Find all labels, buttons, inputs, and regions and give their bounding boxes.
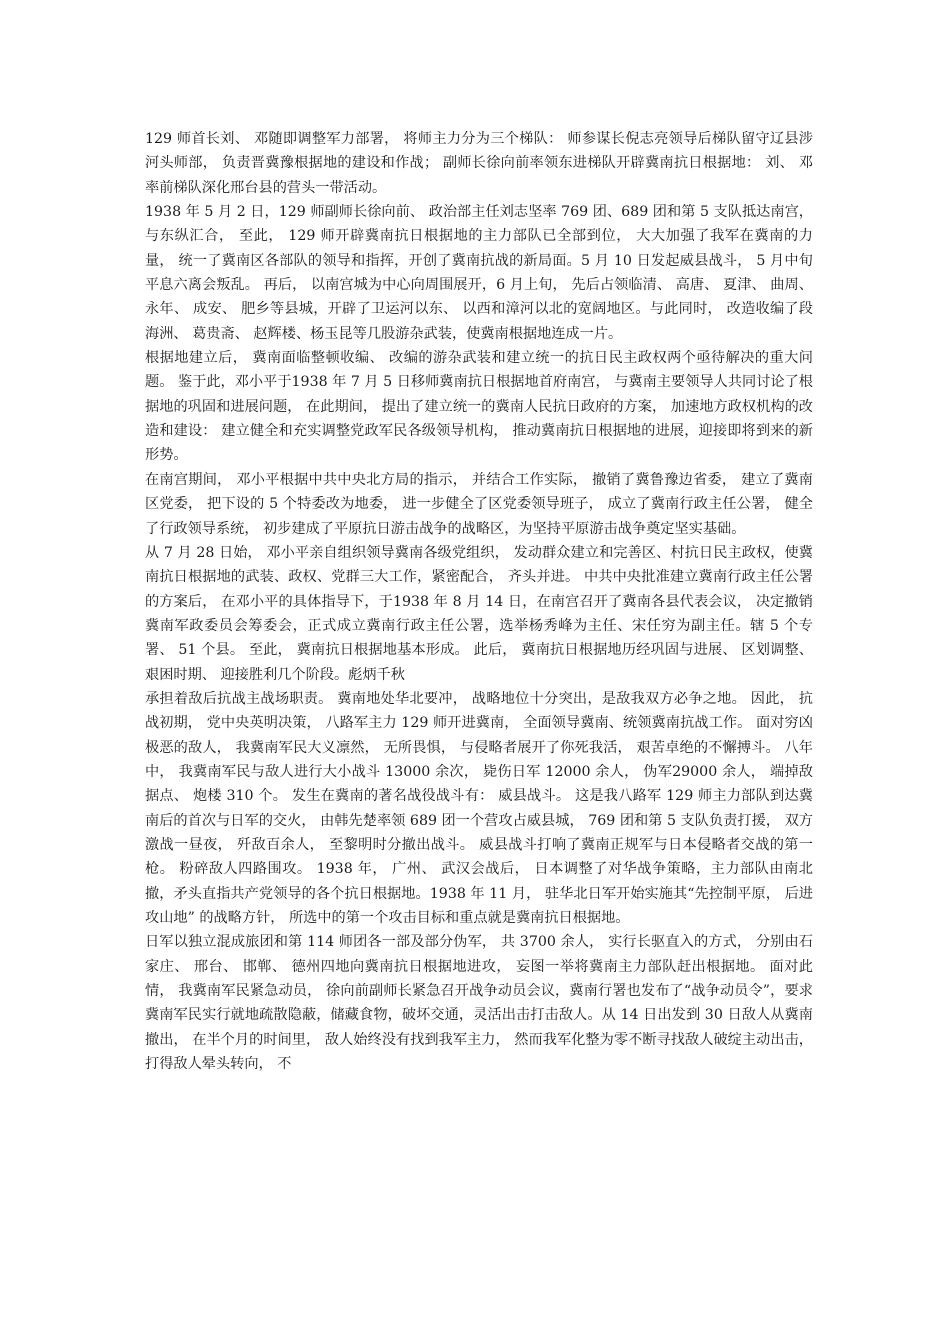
paragraph-4: 在南宫期间， 邓小平根据中共中央北方局的指示， 并结合工作实际， 撤销了冀鲁豫边省委， 建立了冀南区党委， 把下设的 5 个特委改为地委， 进一步健全了区党委领导班子， 成立了冀南行政主任公署， 健全了行政领导系统， 初步建成了平原抗日游击战争的战略区，为坚持平原游击战争奠定坚实基础。 [145, 471, 813, 537]
paragraph-1: 129 师首长刘、 邓随即调整军力部署， 将师主力分为三个梯队： 师参谋长倪志亮领导后梯队留守辽县涉河头师部， 负责晋冀豫根据地的建设和作战； 副师长徐向前率领东进梯队开辟冀南抗日根据地： 刘、 邓率前梯队深化邢台县的营头一带活动。 [145, 131, 813, 196]
paragraph-6: 承担着敌后抗战主战场职责。 冀南地处华北要冲， 战略地位十分突出，是敌我双方必争之地。 因此， 抗战初期， 党中央英明决策， 八路军主力 129 师开进冀南， 全面领导冀南、统领冀南抗战工作。 面对穷凶极恶的敌人， 我冀南军民大义凛然， 无所畏惧， 与侵略者展开了你死我活， 艰苦卓绝的不懈搏斗。 八年中， 我冀南军民与敌人进行大小战斗 13000 余次， 毙伤日军 12000 余人， 伪军29000 余人， 端掉敌据点、 炮楼 310 个。 发生在冀南的著名战役战斗有： 威县战斗。 这是我八路军 129 师主力部队到达冀南后的首次与日军的交火， 由韩先楚率领 689 团一个营攻占威县城， 769 团和第 5 支队负责打援， 双方激战一昼夜， 歼敌百余人， 至黎明时分撤出战斗。 威县战斗打响了冀南正规军与日本侵略者交战的第一枪。 粉碎敌人四路围攻。 1938 年， 广州、 武汉会战后， 日本调整了对华战争策略，主力部队由南北撤，矛头直指共产党领导的各个抗日根据地。1938 年 11 月， 驻华北日军开始实施其“先控制平原， 后进攻山地” 的战略方针， 所选中的第一个攻击目标和重点就是冀南抗日根据地。 [145, 690, 813, 926]
paragraph-5: 从 7 月 28 日始， 邓小平亲自组织领导冀南各级党组织， 发动群众建立和完善区、村抗日民主政权，使冀南抗日根据地的武装、政权、党群三大工作，紧密配合， 齐头并进。 中共中央批准建立冀南行政主任公署的方案后， 在邓小平的具体指导下，于1938 年 8 月 14 日，在南宫召开了冀南各县代表会议， 决定撤销冀南军政委员会筹委会，正式成立冀南行政主任公署，选举杨秀峰为主任、宋任穷为副主任。辖 5 个专署、 51 个县。 至此， 冀南抗日根据地基本形成。 此后， 冀南抗日根据地历经巩固与进展、 区划调整、 艰困时期、 迎接胜利几个阶段。彪炳千秋 [145, 544, 813, 683]
document-body [145, 127, 813, 1076]
paragraph-3: 根据地建立后， 冀南面临整顿收编、 改编的游杂武装和建立统一的抗日民主政权两个亟待解决的重大问题。 鉴于此，邓小平于1938 年 7 月 5 日移师冀南抗日根据地首府南宫， 与冀南主要领导人共同讨论了根据地的巩固和进展问题， 在此期间， 提出了建立统一的冀南人民抗日政府的方案， 加速地方政权机构的改造和建设： 建立健全和充实调整党政军民各级领导机构， 推动冀南抗日根据地的进展，迎接即将到来的新形势。 [145, 350, 813, 464]
paragraph-2: 1938 年 5 月 2 日，129 师副师长徐向前、 政治部主任刘志坚率 769 团、689 团和第 5 支队抵达南宫， 与东纵汇合， 至此， 129 师开辟冀南抗日根据地的主力部队已全部到位， 大大加强了我军在冀南的力量， 统一了冀南区各部队的领导和指挥，开创了冀南抗战的新局面。5 月 10 日发起威县战斗， 5 月中旬平息六离会叛乱。 再后， 以南宫城为中心向周围展开，6 月上旬， 先后占领临清、 高唐、 夏津、 曲周、永年、 成安、 肥乡等县城，开辟了卫运河以东、 以西和漳河以北的宽阔地区。与此同时， 改造收编了段海洲、 葛贵斋、 赵辉楼、杨玉昆等几股游杂武装，使冀南根据地连成一片。 [145, 204, 813, 342]
paragraph-7: 日军以独立混成旅团和第 114 师团各一部及部分伪军， 共 3700 余人， 实行长驱直入的方式， 分别由石家庄、 邢台、 邯郸、 德州四地向冀南抗日根据地进攻， 妄图一举将冀南主力部队赶出根据地。 面对此情， 我冀南军民紧急动员， 徐向前副师长紧急召开战争动员会议，冀南行署也发布了“战争动员令”，要求冀南军民实行就地疏散隐蔽，储藏食物，破坏交通，灵活出击打击敌人。从 14 日出发到 30 日敌人从冀南撤出， 在半个月的时间里， 敌人始终没有找到我军主力， 然而我军化整为零不断寻找敌人破绽主动出击， 打得敌人晕头转向， 不 [145, 934, 813, 1073]
